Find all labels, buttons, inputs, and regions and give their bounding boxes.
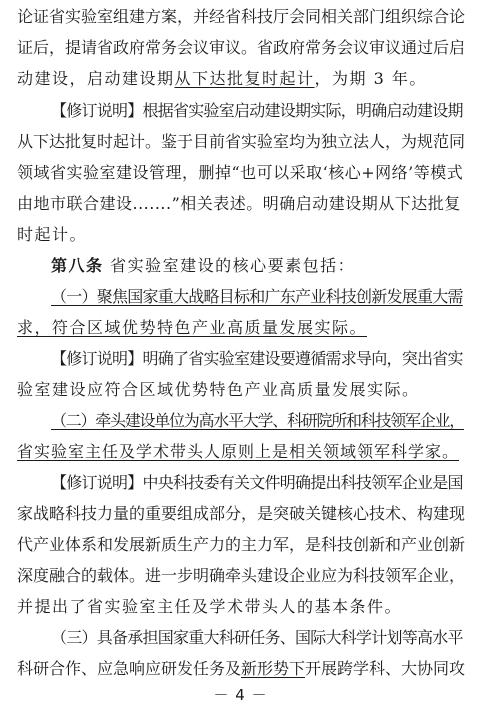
revision-note-line: 【修订说明】中央科技委有关文件明确提出科技领军企业是国 bbox=[51, 473, 463, 492]
text-line: 由地市联合建设.......”相关表述。明确启动建设期从下达批复 bbox=[17, 194, 461, 213]
underlined-revision: 求，符合区域优势特色产业高质量发展实际。 bbox=[17, 318, 368, 337]
text-line: 论证省实验室组建方案，并经省科技厅会同相关部门组织综合论 bbox=[17, 7, 466, 26]
revision-note-line: 【修订说明】根据省实验室启动建设期实际，明确启动建设期 bbox=[51, 101, 463, 120]
text-line: 从下达批复时起计。鉴于目前省实验室均为独立法人，为规范同 bbox=[17, 132, 466, 151]
article-heading: 第八条 省实验室建设的核心要素包括： bbox=[51, 256, 356, 275]
underlined-revision: （一）聚焦国家重大战略目标和广东产业科技创新发展重大需 bbox=[51, 287, 463, 306]
article-number: 第八条 bbox=[51, 256, 104, 275]
text-line: 证后，提请省政府常务会议审议。省政府常务会议审议通过后启 bbox=[17, 38, 466, 57]
text-line: 领域省实验室建设管理，删掉“也可以采取‘核心+网络’等模式 bbox=[17, 163, 464, 182]
underlined-revision: 省实验室主任及学术带头人原则上是相关领域领军科学家。 bbox=[17, 442, 460, 461]
text-line: 动建设，启动建设期从下达批复时起计，为期 3 年。 bbox=[17, 69, 427, 88]
underlined-revision: 新形势下 bbox=[241, 659, 306, 678]
text-line: 科研合作、应急响应研发任务及新形势下开展跨学科、大协同攻 bbox=[17, 659, 466, 678]
page-number: － 4 － bbox=[213, 686, 268, 704]
text-line: （三）具备承担国家重大科研任务、国际大科学计划等高水平 bbox=[51, 628, 463, 647]
text-line: 家战略科技力量的重要组成部分，是突破关键核心技术、构建现 bbox=[17, 504, 466, 523]
underlined-revision: （二）牵头建设单位为高水平大学、科研院所和科技领军企业， bbox=[51, 411, 465, 430]
text-line: 深度融合的载体。进一步明确牵头建设企业应为科技领军企业， bbox=[17, 566, 466, 585]
underlined-revision: 从下达批复时起计 bbox=[174, 69, 315, 88]
text-line: 验室建设应符合区域优势特色产业高质量发展实际。 bbox=[17, 380, 420, 399]
text-line: 代产业体系和发展新质生产力的主力军，是科技创新和产业创新 bbox=[17, 535, 466, 554]
revision-note-line: 【修订说明】明确了省实验室建设要遵循需求导向，突出省实 bbox=[51, 349, 463, 368]
text-line: 并提出了省实验室主任及学术带头人的基本条件。 bbox=[17, 597, 403, 616]
text-line: 时起计。 bbox=[17, 225, 88, 244]
